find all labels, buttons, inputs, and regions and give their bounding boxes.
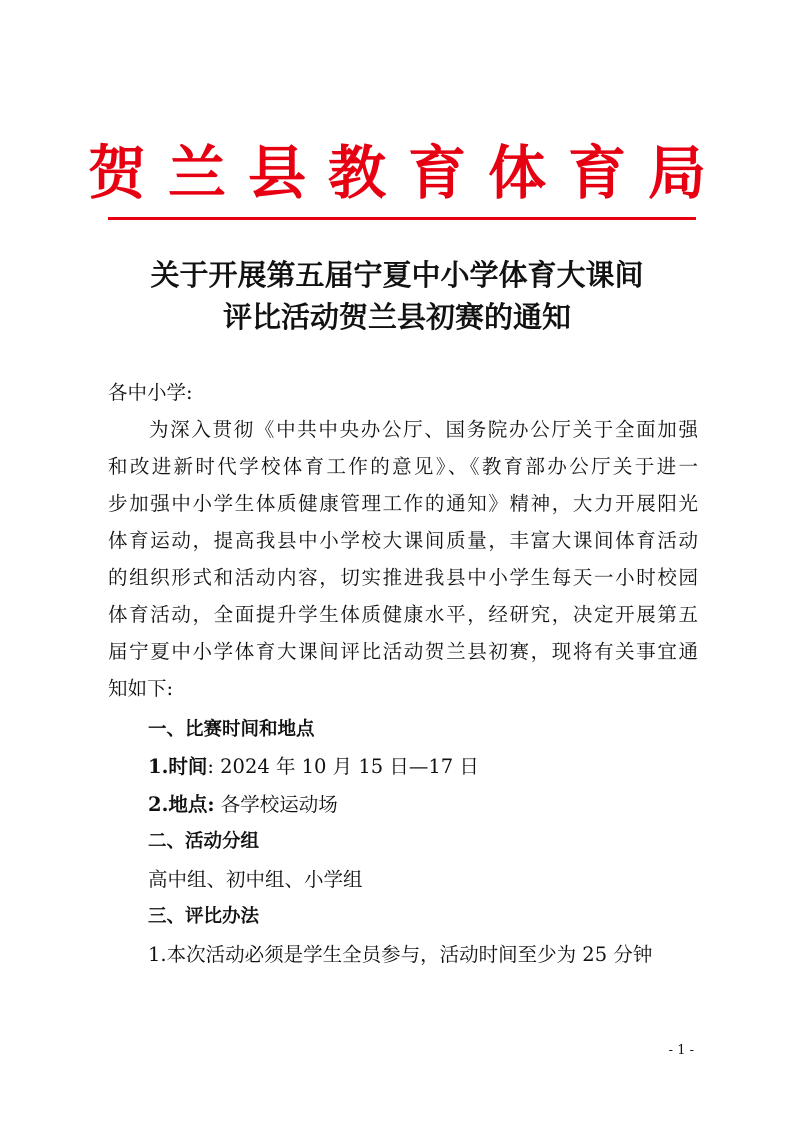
time-value: : 2024 年 10 月 15 日—17 日 [207, 755, 479, 778]
intro-line: 步加强中小学生体质健康管理工作的通知》精神，大力开展阳光 [108, 492, 698, 515]
intro-line: 的组织形式和活动内容，切实推进我县中小学生每天一小时校园 [108, 566, 698, 589]
place-value: 各学校运动场 [214, 793, 338, 816]
section-3-item-1: 1.本次活动必须是学生全员参与，活动时间至少为 25 分钟 [148, 943, 653, 966]
intro-line: 知如下: [108, 677, 174, 700]
letterhead-org-name: 贺兰县教育体育局 [87, 139, 728, 207]
letterhead-red-rule [108, 217, 696, 220]
intro-line: 体育活动，全面提升学生体质健康水平，经研究，决定开展第五 [108, 603, 698, 626]
section-1-heading: 一、比赛时间和地点 [148, 719, 315, 740]
section-3-heading: 三、评比办法 [148, 906, 260, 927]
section-1-time [148, 748, 748, 785]
section-2-heading: 二、活动分组 [148, 831, 260, 852]
document-title-line-2: 评比活动贺兰县初赛的通知 [222, 300, 571, 334]
intro-line: 届宁夏中小学体育大课间评比活动贺兰县初赛，现将有关事宜通 [108, 640, 698, 663]
place-label: 2.地点: [148, 793, 215, 816]
intro-line: 为深入贯彻《中共中央办公厅、国务院办公厅关于全面加强 [149, 418, 698, 441]
intro-line: 和改进新时代学校体育工作的意见》、《教育部办公厅关于进一 [108, 455, 698, 478]
salutation: 各中小学: [108, 381, 193, 404]
section-2-groups: 高中组、初中组、小学组 [148, 868, 363, 891]
section-1-place [148, 786, 748, 823]
time-label: 1.时间 [148, 755, 208, 778]
document-title-line-1: 关于开展第五届宁夏中小学体育大课间 [150, 258, 644, 292]
intro-line: 体育运动，提高我县中小学校大课间质量，丰富大课间体育活动 [108, 529, 698, 552]
intro-paragraph [108, 411, 698, 707]
page-number: - 1 - [668, 1043, 694, 1058]
